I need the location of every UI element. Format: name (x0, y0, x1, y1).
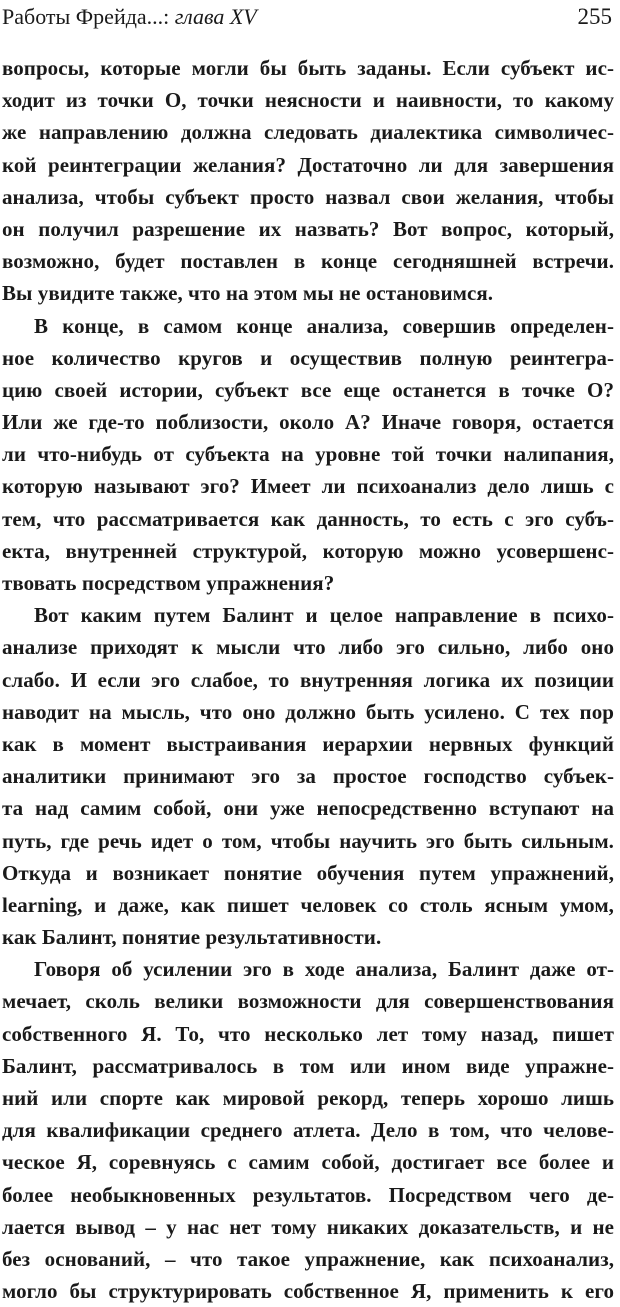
text-line: Вот каким путем Балинт и целое направление в психо- (34, 603, 614, 628)
text-line: та над самим собой, они уже непосредственно вступают на (2, 796, 614, 821)
text-line: Вы увидите также, что на этом мы не остановимся. (2, 281, 494, 306)
text-line: более необыкновенных результатов. Посредством чего де- (2, 1182, 614, 1207)
text-line: могло бы структурировать собственное Я, применить к его (2, 1279, 614, 1304)
text-line: возможно, будет поставлен в конце сегодняшней встречи. (2, 249, 614, 274)
text-line: тем, что рассматривается как данность, то есть с эго субъ- (2, 506, 614, 531)
text-line: ли что-нибудь от субъекта на уровне той точки налипания, (2, 442, 614, 467)
text-line: мечает, сколь велики возможности для совершенствования (2, 989, 614, 1014)
text-line: цию своей истории, субъект все еще останется в точке О? (2, 377, 614, 402)
text-line: наводит на мысль, что оно должно быть усилено. С тех пор (2, 699, 614, 724)
text-line: для квалификации среднего атлета. Дело в том, что челове- (2, 1118, 614, 1143)
text-line: путь, где речь идет о том, чтобы научить эго быть сильным. (2, 828, 614, 853)
text-line: как в момент выстраивания иерархии нервных функций (2, 731, 614, 756)
text-line: же направлению должна следовать диалектика символичес- (2, 120, 614, 145)
text-line: екта, внутренней структурой, которую можно усовершенс- (2, 538, 614, 563)
text-line: лается вывод – у нас нет тому никаких доказательств, и не (2, 1214, 614, 1239)
text-line: Говоря об усилении эго в ходе анализа, Балинт даже от- (34, 957, 614, 982)
page-number: 255 (577, 4, 612, 29)
text-line: ное количество кругов и осуществив полную реинтегра- (2, 345, 614, 370)
book-title: Работы Фрейда...: (2, 4, 170, 29)
text-line: слабо. И если эго слабое, то внутренняя логика их позиции (2, 667, 614, 692)
chapter-label: глава XV (174, 4, 257, 29)
text-line: которую называют эго? Имеет ли психоанализ дело лишь с (2, 474, 614, 499)
text-line: Откуда и возникает понятие обучения путем упражнений, (2, 860, 614, 885)
text-line: кой реинтеграции желания? Достаточно ли для завершения (2, 152, 614, 177)
text-line: без оснований, – что такое упражнение, как психоанализ, (2, 1246, 614, 1271)
text-line: анализа, чтобы субъект просто назвал свои желания, чтобы (2, 184, 614, 209)
text-line: Или же где-то поблизости, около А? Иначе говоря, остается (2, 410, 614, 435)
text-line: аналитики принимают эго за простое господство субъек- (2, 764, 614, 789)
running-title (2, 2, 257, 32)
running-head (2, 2, 614, 32)
text-line: он получил разрешение их назвать? Вот вопрос, который, (2, 216, 614, 241)
text-line: как Балинт, понятие результативности. (2, 925, 382, 950)
text-line: твовать посредством упражнения? (2, 571, 335, 595)
text-line: ческое Я, соревнуясь с самим собой, достигает все более и (2, 1150, 614, 1175)
text-line: learning, и даже, как пишет человек со столь ясным умом, (2, 892, 614, 917)
text-line: собственного Я. То, что несколько лет тому назад, пишет (2, 1021, 614, 1046)
text-line: ходит из точки О, точки неясности и наивности, то какому (2, 88, 614, 113)
text-line: ний или спорте как мировой рекорд, теперь хорошо лишь (2, 1086, 614, 1110)
text-line: вопросы, которые могли бы быть заданы. Если субъект ис- (2, 56, 614, 80)
body-text (2, 52, 614, 1307)
text-line: Балинт, рассматривалось в том или ином виде упражне- (2, 1053, 614, 1078)
text-line: анализе приходят к мысли что либо эго сильно, либо оно (2, 635, 614, 660)
text-line: В конце, в самом конце анализа, совершив определен- (34, 313, 614, 338)
